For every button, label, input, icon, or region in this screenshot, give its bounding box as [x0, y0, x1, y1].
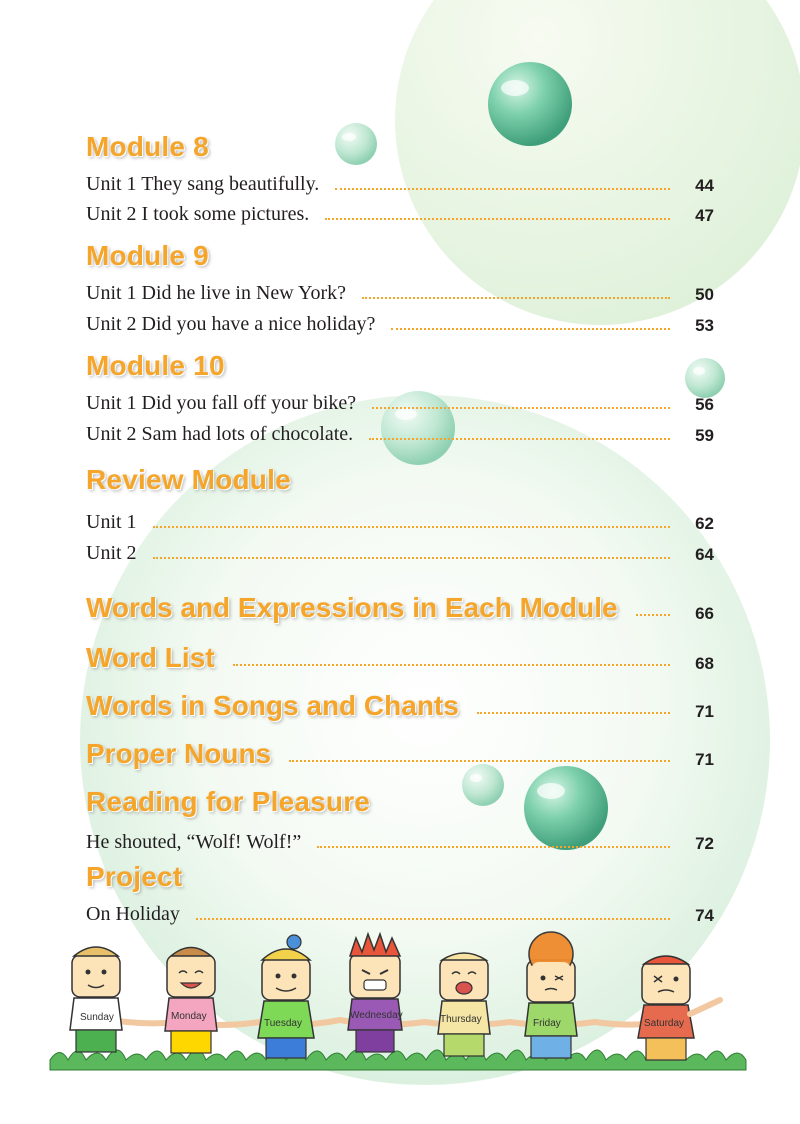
entry-title: On Holiday [86, 903, 180, 925]
entry-title: Unit 1 Did you fall off your bike? [86, 392, 357, 414]
child-wednesday [348, 934, 403, 1052]
toc-entry[interactable] [86, 277, 714, 303]
toc-section-entry[interactable] [86, 734, 714, 768]
label-monday: Monday [171, 1011, 207, 1022]
page-number: 71 [695, 702, 714, 721]
grass [50, 1050, 746, 1070]
review-module-heading: Review Module [86, 464, 291, 495]
leader-dots [335, 188, 670, 190]
entry-title: Unit 2 Sam had lots of chocolate. [86, 423, 354, 445]
page-number: 72 [695, 834, 714, 853]
toc-entry[interactable] [86, 387, 714, 413]
toc-entry[interactable] [86, 506, 714, 532]
section-title: Proper Nouns [86, 738, 272, 769]
leader-dots [362, 297, 670, 299]
child-sunday [70, 947, 122, 1052]
leader-dots [391, 328, 670, 330]
toc-section-entry[interactable] [86, 686, 714, 720]
label-friday: Friday [533, 1018, 561, 1029]
child-tuesday [258, 935, 314, 1058]
leader-dots [325, 218, 670, 220]
section-title: Word List [86, 642, 215, 673]
module-8-heading: Module 8 [86, 131, 209, 162]
entry-title: Unit 1 Did he live in New York? [86, 282, 346, 304]
entry-title: He shouted, “Wolf! Wolf!” [86, 831, 302, 853]
child-saturday [638, 956, 720, 1060]
page-number: 59 [695, 426, 714, 445]
toc-entry[interactable] [86, 418, 714, 444]
leader-dots [369, 438, 670, 440]
page-number: 56 [695, 395, 714, 414]
project-heading: Project [86, 861, 183, 892]
days-of-week-children-illustration [40, 930, 760, 1080]
entry-title: Unit 1 [86, 511, 137, 533]
leader-dots [233, 664, 670, 666]
page-number: 62 [695, 514, 714, 533]
child-monday [165, 948, 217, 1054]
leader-dots [317, 846, 670, 848]
page-number: 71 [695, 750, 714, 769]
page-number: 68 [695, 654, 714, 673]
module-9-heading: Module 9 [86, 240, 209, 271]
child-friday [525, 932, 577, 1058]
page-number: 44 [695, 176, 714, 195]
page-number: 64 [695, 545, 714, 564]
toc-entry[interactable] [86, 308, 714, 334]
entry-title: Unit 2 Did you have a nice holiday? [86, 313, 376, 335]
entry-title: Unit 2 [86, 542, 137, 564]
page-number: 53 [695, 316, 714, 335]
label-thursday: Thursday [440, 1014, 482, 1025]
leader-dots [196, 918, 670, 920]
leader-dots [636, 614, 670, 616]
toc-entry[interactable] [86, 898, 714, 924]
leader-dots [153, 557, 670, 559]
toc-entry[interactable] [86, 537, 714, 563]
toc-entry[interactable] [86, 826, 714, 852]
toc-section-entry[interactable] [86, 638, 714, 672]
leader-dots [477, 712, 670, 714]
label-saturday: Saturday [644, 1018, 685, 1029]
module-10-heading: Module 10 [86, 350, 225, 381]
entry-title: Unit 1 They sang beautifully. [86, 173, 320, 195]
label-tuesday: Tuesday [264, 1018, 302, 1029]
section-title: Words in Songs and Chants [86, 690, 459, 721]
leader-dots [289, 760, 670, 762]
toc-entry[interactable] [86, 198, 714, 224]
toc-entry[interactable] [86, 168, 714, 194]
page-number: 66 [695, 604, 714, 623]
page-number: 74 [695, 906, 714, 925]
label-sunday: Sunday [80, 1012, 114, 1023]
label-wednesday: Wednesday [350, 1010, 403, 1021]
section-title: Words and Expressions in Each Module [86, 592, 618, 623]
page-number: 47 [695, 206, 714, 225]
entry-title: Unit 2 I took some pictures. [86, 203, 310, 225]
toc-section-entry[interactable] [86, 588, 714, 622]
child-thursday [438, 953, 490, 1056]
reading-heading: Reading for Pleasure [86, 786, 371, 817]
leader-dots [372, 407, 670, 409]
page-number: 50 [695, 285, 714, 304]
leader-dots [153, 526, 670, 528]
